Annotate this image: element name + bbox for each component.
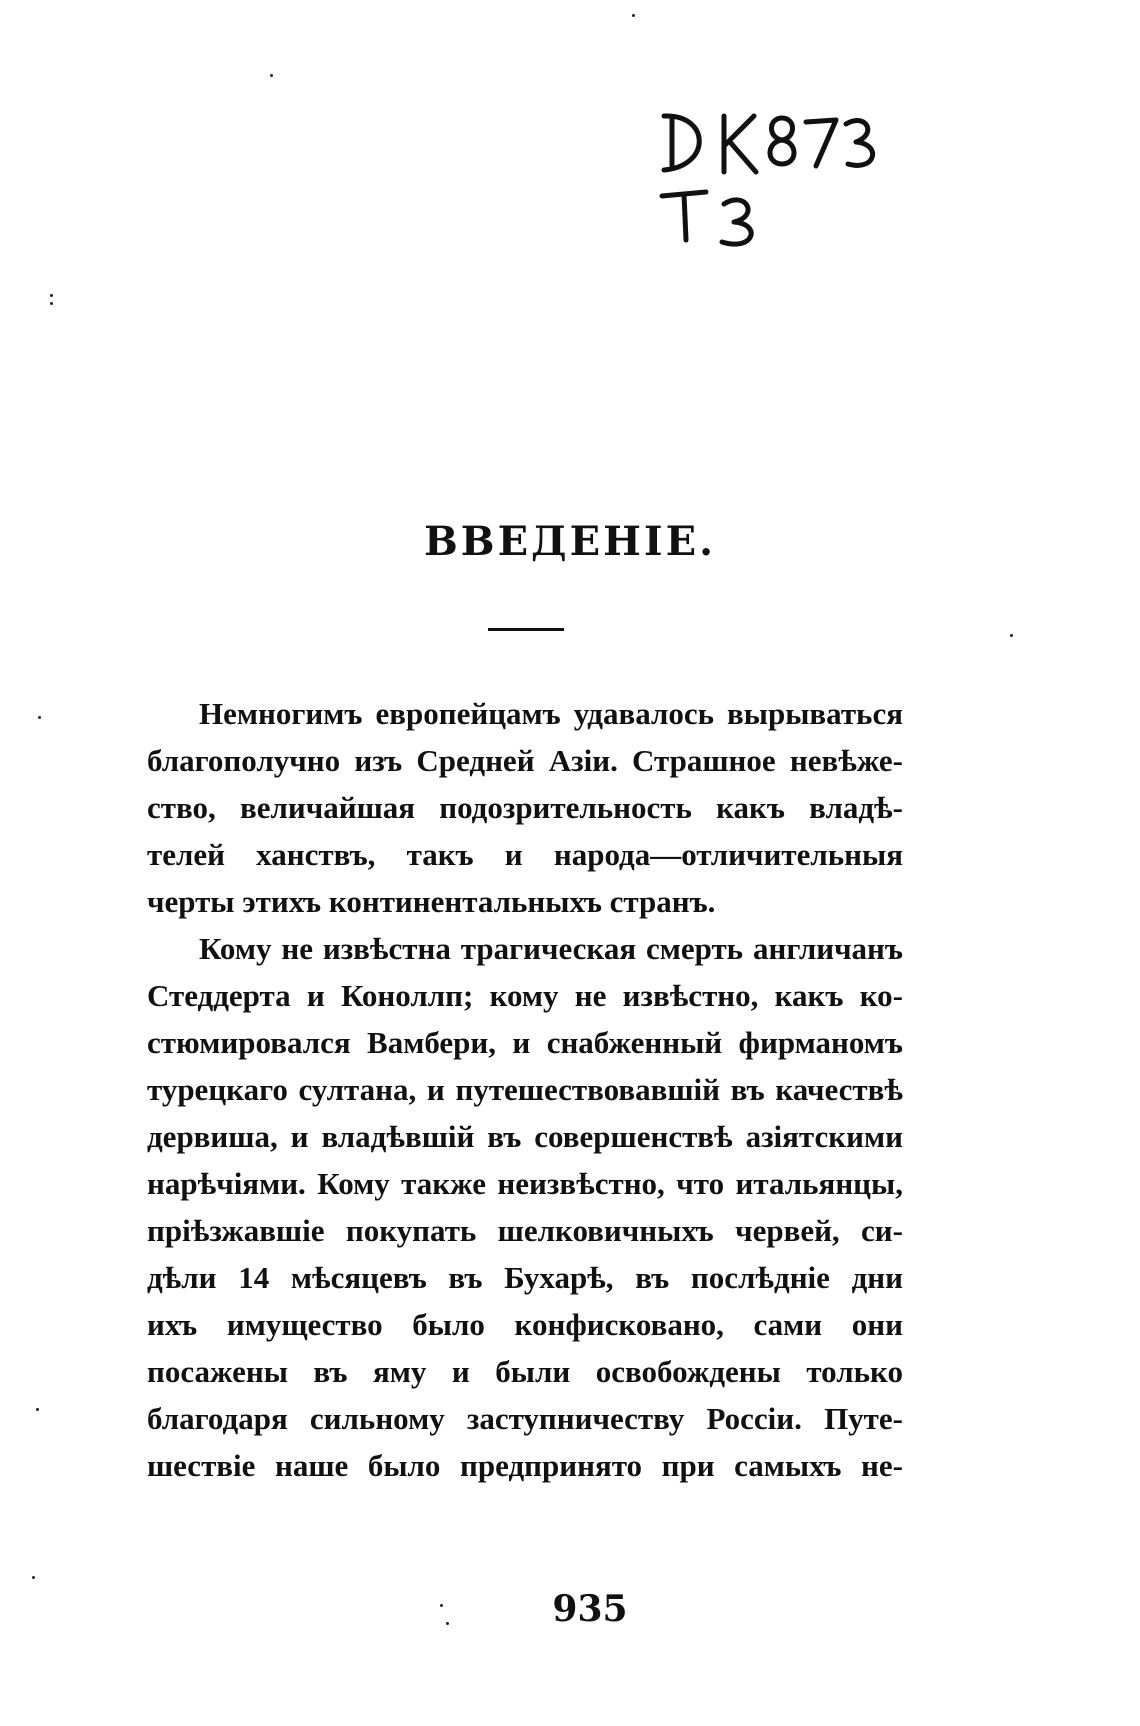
scan-speck xyxy=(50,294,53,297)
text-line: благодаря сильному заступничеству Россіи. Путе- xyxy=(147,1401,903,1436)
page-number: 935 xyxy=(552,1588,628,1630)
text-line: черты этихъ континентальныхъ странъ. xyxy=(147,884,716,919)
text-line: пріѣзжавшіе покупать шелковичныхъ червей, си- xyxy=(147,1213,903,1248)
text-line: Стеддерта и Коноллп; кому не извѣстно, какъ ко- xyxy=(147,978,903,1013)
scan-speck xyxy=(446,1622,449,1625)
text-line: телей ханствъ, такъ и народа—отличительныя xyxy=(147,837,903,872)
scan-speck xyxy=(38,716,41,719)
scan-speck xyxy=(270,74,273,77)
scan-speck xyxy=(1010,634,1013,637)
text-line: турецкаго султана, и путешествовавшій въ качествѣ xyxy=(147,1072,903,1107)
text-line: дервиша, и владѣвшій въ совершенствѣ азіятскими xyxy=(147,1119,903,1154)
text-line: нарѣчіями. Кому также неизвѣстно, что итальянцы, xyxy=(147,1166,903,1201)
scan-speck xyxy=(50,302,53,305)
text-line: стюмировался Вамбери, и снабженный фирманомъ xyxy=(147,1025,903,1060)
title-divider xyxy=(488,628,564,631)
call-number-stamp xyxy=(650,100,910,250)
text-line: шествіе наше было предпринято при самыхъ не- xyxy=(147,1448,903,1483)
text-line: ство, величайшая подозрительность какъ владѣ- xyxy=(147,790,903,825)
chapter-title: ВВЕДЕНІЕ. xyxy=(423,518,717,565)
scan-speck xyxy=(32,1576,35,1579)
text-line: Кому не извѣстна трагическая смерть англичанъ xyxy=(199,931,903,966)
handwritten-call-number xyxy=(650,100,910,250)
scan-speck xyxy=(632,14,635,17)
text-line: посажены въ яму и были освобождены только xyxy=(147,1354,903,1389)
text-line: ихъ имущество было конфисковано, сами они xyxy=(147,1307,903,1342)
scan-speck xyxy=(440,1604,443,1607)
text-line: благополучно изъ Средней Азіи. Страшное невѣже- xyxy=(147,743,903,778)
text-line: дѣли 14 мѣсяцевъ въ Бухарѣ, въ послѣдніе дни xyxy=(147,1260,903,1295)
scan-speck xyxy=(36,1408,39,1411)
text-line: Немногимъ европейцамъ удавалось вырываться xyxy=(199,696,903,731)
body-text xyxy=(147,690,903,1489)
